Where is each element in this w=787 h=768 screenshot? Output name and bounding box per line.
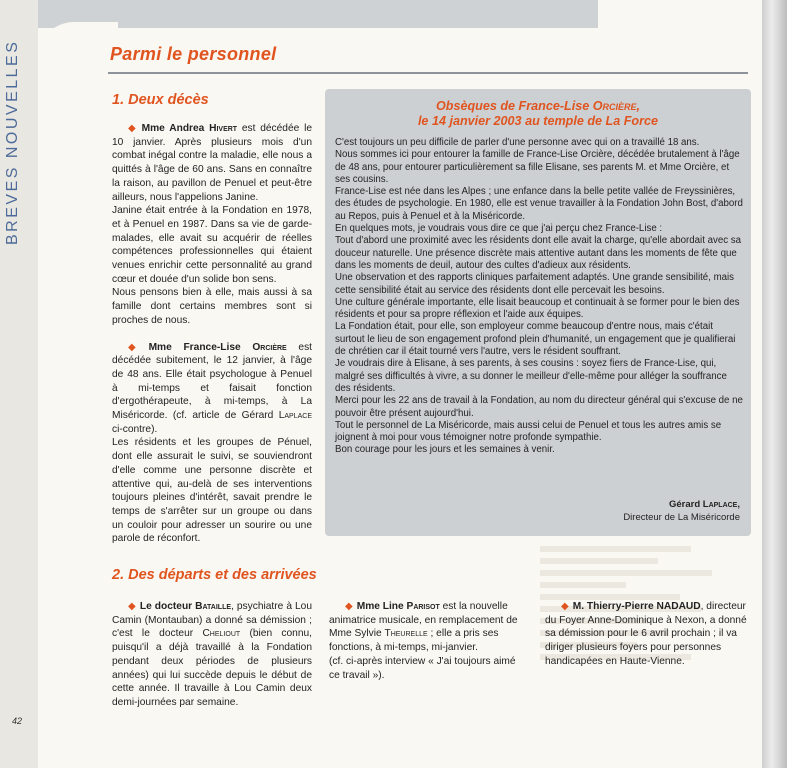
parisot-paragraph	[329, 600, 529, 655]
top-band	[38, 0, 598, 28]
box-paragraph: En quelques mots, je voudrais vous dire ce que j'ai perçu chez France-Lise :	[335, 223, 663, 235]
bataille-paragraph	[112, 600, 312, 710]
bataille-column	[112, 600, 312, 710]
bataille-surname: Bataille	[195, 601, 232, 612]
box-paragraph: Tout le personnel de La Miséricorde, mais aussi celui de Penuel et tous les autres amis se joignent à moi pour vous témoigner notre profonde sympathie.	[335, 419, 722, 444]
signature-name: Gérard	[668, 499, 703, 510]
box-paragraph: La Fondation était, pour elle, son employeur comme beaucoup d'entre nous, mais c'était surtout le lieu de son engagement profond plein d'humanité, un engagement que je qualifierai de chrétien car il était tourné vers l'autre, vers le résident souffrant.	[335, 321, 736, 358]
box-paragraph: C'est toujours un peu difficile de parler d'une personne avec qui on a travaillé 18 ans.	[335, 137, 700, 148]
orciere-para2: Les résidents et les groupes de Pénuel, dont elle assurait le suivi, se souviendront d'elle comme une personne discrète et attentive qui, au-delà de ses interventions toujours pleines d'intérêt, savait prendre le temps de s'arrêter sur un groupe ou dans un couloir pour adresser un sourire ou une parole de réconfort.	[112, 437, 312, 545]
box-title-line2: le 14 janvier 2003 au temple de La Force	[417, 114, 659, 128]
signature-role: Directeur de La Miséricorde	[623, 511, 740, 523]
orciere-surname: Orcière	[252, 341, 287, 353]
diamond-bullet-icon: ◆	[561, 601, 569, 612]
next-page-edge	[762, 0, 787, 768]
nadaud-name: M. Thierry-Pierre NADAUD	[572, 601, 701, 612]
top-curve	[38, 22, 118, 82]
box-title-surname: Orcière,	[592, 99, 641, 113]
box-paragraph: Merci pour les 22 ans de travail à la Fondation, au nom du directeur général qui s'excuse de ne pouvoir être présent aujourd'hui.	[335, 395, 743, 419]
hivert-paragraph	[112, 122, 312, 204]
hivert-para2: Janine était entrée à la Fondation en 1978, et à Penuel en 1987. Dans sa vie de garde-malades, elle avait su acquérir de réelles compétences professionnelles qui étaient venues enrichir cette personnalité au grand cœur et douée d'un solide bon sens.	[112, 205, 312, 285]
hivert-para3: Nous pensons bien à elle, mais aussi à sa famille dont certains membres sont si proches de nous.	[112, 287, 312, 326]
orciere-text-end: ci-contre).	[112, 423, 158, 435]
nadaud-paragraph	[545, 600, 750, 669]
box-paragraph: Bon courage pour les jours et les semaines à venir.	[335, 444, 555, 456]
parisot-name: Mme Line	[356, 601, 407, 612]
bataille-text2: (bien connu, puisqu'il a déjà travaillé à la Fondation pendant deux périodes de plusieurs années) qui lui succède depuis le début de cette année. Il travaille à Lou Camin deux demi-journées par semaine.	[112, 628, 313, 708]
parisot-column	[329, 600, 529, 682]
parisot-surname: Parisot	[406, 601, 440, 612]
orciere-paragraph	[112, 341, 312, 437]
box-paragraph: Je voudrais dire à Elisane, à ses parents, à ses cousins : soyez fiers de France-Lise, qui, malgré ses difficultés à vivre, a su donner le meilleur d'elle-même pour alléger la souffrance des résidents.	[335, 358, 727, 394]
parisot-text2: ; elle a pris ses fonctions, à mi-temps, mi-janvier.	[329, 628, 499, 654]
diamond-bullet-icon: ◆	[128, 341, 145, 353]
box-title-line1: Obsèques de France-Lise	[435, 99, 593, 113]
signature	[540, 499, 740, 524]
laplace-ref: Laplace	[278, 410, 312, 422]
orciere-text: est décédée subitement, le 12 janvier, à l'âge de 48 ans. Elle était psychologue à Penuel à mi-temps et faisait fonction d'ergothérapeute, à mi-temps, à La Miséricorde. (cf. article de Gérard	[112, 341, 312, 422]
box-paragraph: France-Lise est née dans les Alpes ; une enfance dans la belle petite vallée de Freyssinières, des études de psychologie. En 1980, elle est venue travailler à la Fondation John Bost, d'abord au Repos, puis à Penuel et à la Miséricorde.	[335, 186, 743, 222]
signature-surname: Laplace,	[702, 499, 740, 510]
section2-heading: 2. Des départs et des arrivées	[112, 567, 317, 583]
hivert-surname: Hivert	[209, 123, 238, 134]
box-paragraph: Nous sommes ici pour entourer la famille de France-Lise Orcière, décédée brutalement à l'âge de 48 ans, pour entourer particulièrement sa fille Elisane, ses parents M. et Mme Orcière, et ses cousins.	[335, 149, 740, 185]
obituary-box-text	[335, 137, 743, 457]
section1-heading: 1. Deux décès	[112, 92, 209, 108]
parisot-text: est la nouvelle animatrice musicale, en remplacement de Mme Sylvie	[329, 601, 518, 640]
hivert-name: Mme Andrea	[141, 123, 210, 134]
diamond-bullet-icon: ◆	[128, 601, 136, 612]
theurelle-name: Theurelle	[384, 628, 428, 640]
parisot-ref: (cf. ci-après interview « J'ai toujours aimé ce travail »).	[329, 655, 516, 681]
bataille-text: , psychiatre à Lou Camin (Montauban) a donné sa démission ; c'est le docteur	[112, 601, 312, 640]
diamond-bullet-icon: ◆	[128, 123, 138, 134]
hivert-text: est décédée le 10 janvier. Après plusieurs mois d'un combat inégal contre la maladie, elle nous a quittés à l'âge de 60 ans. Sans en connaître la raison, au pavillon de Penuel et peut-être ailleurs, nous l'appelions Janine.	[112, 123, 312, 203]
section1-column	[112, 122, 312, 546]
obituary-box-title	[325, 99, 751, 129]
sidebar-label: BREVES NOUVELLES	[4, 39, 21, 245]
orciere-name: Mme France-Lise	[148, 341, 253, 353]
box-paragraph: Une observation et des rapports cliniques parfaitement adaptés. Une grande sensibilité, mais cette sensibilité était au service des résidents dont elle percevait les besoins.	[335, 272, 735, 296]
page-title: Parmi le personnel	[110, 44, 277, 64]
bataille-name: Le docteur	[139, 601, 196, 612]
diamond-bullet-icon: ◆	[345, 601, 353, 612]
box-paragraph: Tout d'abord une proximité avec les résidents dont elle avait la charge, qu'elle abordait avec sa douceur naturelle. Une présence discrète mais attentive autant dans les moments de fête que dans les moments de deuil, autour des cultes d'adieux aux résidents.	[335, 235, 741, 271]
cheliout-name: Cheliout	[202, 628, 241, 640]
nadaud-column	[545, 600, 750, 669]
nadaud-text: , directeur du Foyer Anne-Dominique à Nexon, a donné sa démission pour le 6 avril prochain ; il va diriger plusieurs foyers pour personnes handicapées en Haute-Vienne.	[545, 601, 747, 667]
title-rule	[108, 72, 748, 74]
page-number: 42	[12, 716, 23, 726]
box-paragraph: Une culture générale importante, elle lisait beaucoup et continuait à se former pour le bien des résidents et pour sa propre réflexion et l'aide aux équipes.	[335, 296, 740, 321]
